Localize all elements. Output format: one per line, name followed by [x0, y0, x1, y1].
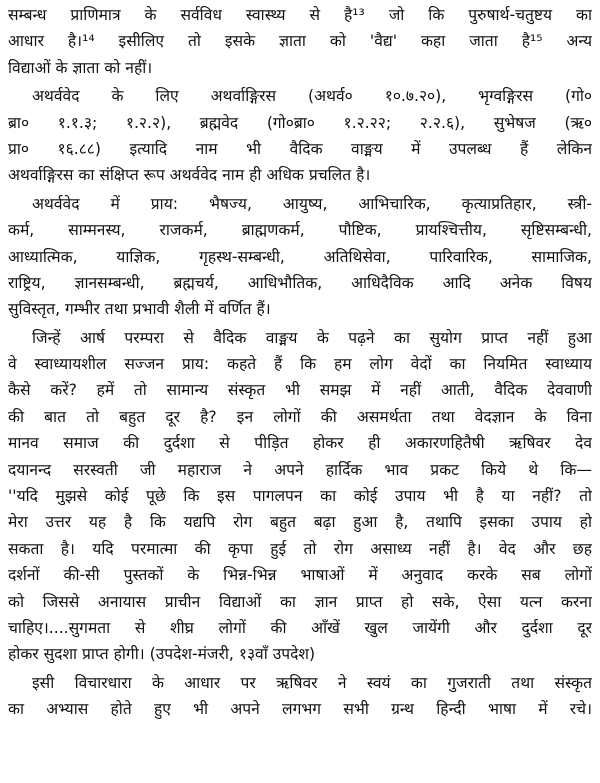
text-line: ब्रा० १.१.३; १.२.२), ब्रह्मवेद (गो०ब्रा० १.२.२२; २.२.६), सुभेषज (ऋ०	[8, 113, 592, 132]
text-line: कैसे करें? हमें तो सामान्य संस्कृत भी समझ में नहीं आती, वैदिक देववाणी	[8, 381, 592, 400]
quote-line: को जिससे अनायास प्राचीन विद्याओं का ज्ञान प्राप्त हो सके, ऐसा यत्न करना	[8, 592, 592, 611]
text-line: सम्बन्ध प्राणिमात्र के सर्वविध स्वास्थ्य से है¹³ जो कि पुरुषार्थ-चतुष्टय का	[8, 6, 592, 24]
quote-line: होकर सुदशा प्राप्त होगी। (उपदेश-मंजरी, १३वाँ उपदेश)	[8, 645, 316, 664]
text-line: कर्म, साम्मनस्य, राजकर्म, ब्राह्मणकर्म, पौष्टिक, प्रायश्चित्तीय, सृष्टिसम्बन्धी,	[8, 221, 592, 240]
paragraph-3	[8, 191, 592, 323]
text-line: जिन्हें आर्ष परम्परा से वैदिक वाङ्मय के पढ़ने का सुयोग प्राप्त नहीं हुआ	[32, 328, 592, 347]
paragraph-2	[8, 83, 592, 189]
text-line: का अभ्यास होते हुए भी अपने लगभग सभी ग्रन्थ हिन्दी भाषा में रचे।	[8, 700, 592, 719]
text-line: राष्ट्रिय, ज्ञानसम्बन्धी, ब्रह्मचर्य, आधिभौतिक, आधिदैविक आदि अनेक विषय	[8, 273, 592, 292]
text-line: आधार है।¹⁴ इसीलिए तो इसके ज्ञाता को 'वैद्य' कहा जाता है¹⁵ अन्य	[8, 32, 592, 51]
text-line: अथर्ववेद के लिए अथर्वाङ्गिरस (अथर्व० १०.७.२०), भृग्वङ्गिरस (गो०	[32, 87, 592, 106]
text-line: अथर्वाङ्गिरस का संक्षिप्त रूप अथर्ववेद नाम ही अधिक प्रचलित है।	[8, 166, 371, 185]
text-line: अथर्ववेद में प्राय: भैषज्य, आयुष्य, आभिचारिक, कृत्याप्रतिहार, स्त्री-	[32, 194, 592, 213]
text-line: सुविस्तृत, गम्भीर तथा प्रभावी शैली में वर्णित हैं।	[8, 300, 271, 319]
text-line: इसी विचारधारा के आधार पर ऋषिवर ने स्वयं का गुजराती तथा संस्कृत	[32, 673, 592, 692]
text-line: विद्याओं के ज्ञाता को नहीं।	[8, 58, 153, 77]
quote-line: ''यदि मुझसे कोई पूछे कि इस पागलपन का कोई उपाय भी है या नहीं? तो	[8, 487, 592, 506]
text-line: की बात तो बहुत दूर है? इन लोगों की असमर्थता तथा वेदज्ञान के विना	[8, 407, 592, 426]
paragraph-5	[8, 670, 592, 723]
paragraph-1	[8, 2, 592, 81]
quote-line: दर्शनों की-सी पुस्तकों के भिन्न-भिन्न भाषाओं में अनुवाद करके सब लोगों	[8, 566, 592, 585]
text-line: प्रा० १६.८८) इत्यादि नाम भी वैदिक वाङ्मय में उपलब्ध हैं लेकिन	[8, 139, 592, 158]
quote-line: मेरा उत्तर यह है कि यद्यपि रोग बहुत बढ़ा हुआ है, तथापि इसका उपाय हो	[8, 513, 592, 532]
quote-line: चाहिए।....सुगमता से शीघ्र लोगों की आँखें खुल जायेंगी और दुर्दशा दूर	[8, 618, 592, 637]
quote-line: सकता है। यदि परमात्मा की कृपा हुई तो रोग असाध्य नहीं है। वेद और छह	[8, 539, 592, 558]
text-line: मानव समाज की दुर्दशा से पीड़ित होकर ही अकारणहितैषी ऋषिवर देव	[8, 434, 592, 453]
text-line: आध्यात्मिक, याज्ञिक, गृहस्थ-सम्बन्धी, अतिथिसेवा, पारिवारिक, सामाजिक,	[8, 247, 592, 266]
text-line: वे स्वाध्यायशील सज्जन प्राय: कहते हैं कि हम लोग वेदों का नियमित स्वाध्याय	[8, 355, 592, 374]
text-line: दयानन्द सरस्वती जी महाराज ने अपने हार्दिक भाव प्रकट किये थे कि—	[8, 460, 592, 479]
paragraph-4	[8, 325, 592, 668]
